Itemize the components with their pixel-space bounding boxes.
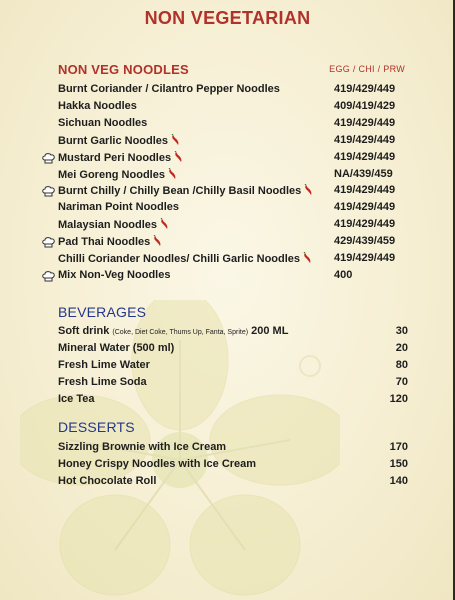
list-item — [58, 201, 408, 218]
item-price: 419/429/449 — [334, 201, 396, 214]
item-price: 419/429/449 — [334, 184, 396, 197]
item-price: 419/429/449 — [334, 116, 396, 129]
list-item — [58, 325, 408, 342]
chili-pepper-icon — [159, 218, 171, 230]
chili-pepper-icon — [170, 134, 182, 146]
item-price: 30 — [395, 325, 408, 337]
item-name: Hakka Noodles — [58, 99, 137, 112]
item-price: 419/429/449 — [334, 133, 396, 146]
item-name: Burnt Garlic Noodles — [58, 134, 169, 147]
item-name: Fresh Lime Water — [58, 359, 150, 371]
item-price: 419/429/449 — [334, 252, 396, 264]
list-item — [58, 218, 408, 235]
item-name: Mix Non-Veg Noodles — [58, 268, 171, 281]
item-name: Mineral Water (500 ml) — [58, 342, 175, 354]
item-price: NA/439/459 — [334, 167, 393, 180]
item-price: 120 — [389, 393, 408, 405]
item-name: Hot Chocolate Roll — [58, 475, 157, 487]
list-item — [58, 151, 408, 168]
chef-hat-icon — [41, 236, 56, 249]
item-name: Burnt Chilly / Chilly Bean /Chilly Basil Noodles — [58, 185, 302, 198]
chef-hat-icon — [41, 185, 56, 198]
chili-pepper-icon — [152, 235, 164, 247]
list-item — [58, 441, 408, 458]
item-name: Soft drink — [58, 325, 110, 337]
chili-pepper-icon — [173, 151, 185, 163]
item-price: 80 — [395, 359, 408, 371]
list-item — [58, 458, 408, 475]
list-item — [58, 252, 408, 269]
item-price: 150 — [389, 458, 408, 470]
list-item — [58, 117, 408, 134]
item-note: (Coke, Diet Coke, Thums Up, Fanta, Sprite) — [112, 329, 249, 336]
list-item — [58, 83, 408, 100]
beverages-heading: BEVERAGES — [58, 304, 147, 320]
item-price: 419/429/449 — [334, 150, 396, 163]
item-name: Honey Crispy Noodles with Ice Cream — [58, 458, 257, 470]
list-item — [58, 475, 408, 492]
list-item — [58, 393, 408, 410]
chef-hat-icon — [41, 152, 56, 165]
list-item — [58, 168, 408, 185]
item-name: Mei Goreng Noodles — [58, 168, 165, 181]
item-name: Sichuan Noodles — [58, 116, 148, 129]
item-price: 419/429/449 — [334, 218, 396, 231]
item-price: 140 — [389, 475, 408, 487]
item-price: 170 — [389, 441, 408, 453]
page-title: NON VEGETARIAN — [144, 8, 311, 28]
item-name: Ice Tea — [58, 393, 95, 405]
list-item — [58, 342, 408, 359]
chili-pepper-icon — [303, 184, 315, 196]
item-name: Chilli Coriander Noodles/ Chilli Garlic Noodles — [58, 253, 301, 265]
item-name: Sizzling Brownie with Ice Cream — [58, 441, 227, 453]
item-price: 20 — [395, 342, 408, 354]
list-item — [58, 134, 408, 151]
list-item — [58, 376, 408, 393]
item-name: Nariman Point Noodles — [58, 201, 180, 214]
list-item — [58, 100, 408, 117]
item-name: Pad Thai Noodles — [58, 236, 151, 249]
item-name: Mustard Peri Noodles — [58, 151, 172, 164]
item-name: Fresh Lime Soda — [58, 376, 147, 388]
item-price: 409/419/429 — [334, 99, 396, 112]
list-item — [58, 235, 408, 252]
noodles-column-header: EGG / CHI / PRW — [329, 64, 405, 74]
item-size: 200 ML — [251, 325, 289, 337]
noodles-heading: NON VEG NOODLES — [58, 62, 189, 77]
item-name: Malaysian Noodles — [58, 219, 158, 232]
list-item — [58, 184, 408, 201]
item-price: 429/439/459 — [334, 235, 396, 248]
list-item — [58, 269, 408, 286]
chef-hat-icon — [41, 270, 56, 283]
chili-pepper-icon — [167, 168, 179, 180]
item-price: 419/429/449 — [334, 83, 396, 95]
chili-pepper-icon — [302, 252, 314, 264]
item-name: Burnt Coriander / Cilantro Pepper Noodles — [58, 83, 280, 95]
desserts-heading: DESSERTS — [58, 419, 135, 435]
item-price: 400 — [334, 268, 353, 281]
item-price: 70 — [395, 376, 408, 388]
list-item — [58, 359, 408, 376]
